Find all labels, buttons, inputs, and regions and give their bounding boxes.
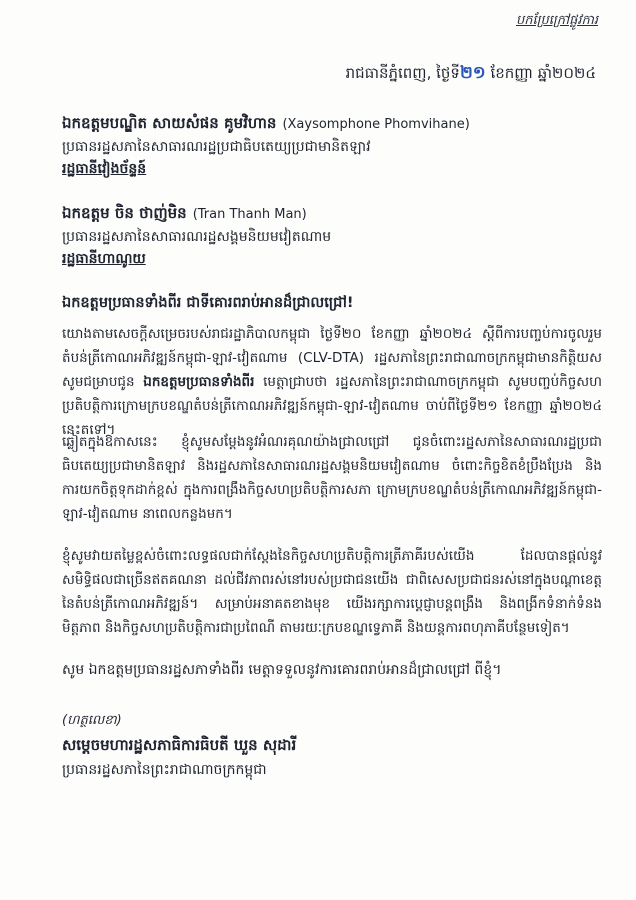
paragraph-1	[62, 322, 602, 442]
signatory-name: សម្តេចមហារដ្ឋសភាធិការធិបតី ឃួន សុដារី	[62, 736, 297, 754]
date-suffix: ខែកញ្ញា ឆ្នាំ២០២៤	[485, 64, 596, 82]
recipient-block-vietnam	[62, 202, 602, 270]
recipient-title: ប្រធានរដ្ឋសភានៃសាធារណរដ្ឋប្រជាធិបតេយ្យប្រជាមានិតឡាវ	[62, 139, 371, 155]
unofficial-translation-note: បកប្រែក្រៅផ្លូវការ	[515, 13, 598, 28]
recipient-name-latin: (Tran Thanh Man)	[192, 207, 307, 222]
recipient-name	[62, 112, 602, 136]
recipient-name-khmer: ឯកឧត្តម ចិន ថាញ់មិន	[62, 204, 187, 222]
paragraph-3: ខ្ញុំសូមវាយតម្លៃខ្ពស់ចំពោះលទ្ធផលជាក់ស្តែងនៃកិច្ចសហប្រតិបត្តិការត្រីភាគីរបស់យើង ដែលបានផ្តល់នូវសមិទ្ធិផលជាច្រើនឥតគណនា ដល់ជីវភាពរស់នៅរបស់ប្រជាជនយើង ជាពិសេសប្រជាជនរស់នៅក្នុងបណ្តាខេត្តនៃតំបន់ត្រីកោណអភិវឌ្ឍន៍។ សម្រាប់អនាគតខាងមុខ យើងរក្សាការប្តេជ្ញាបន្តពង្រឹង និងពង្រីកទំនាក់ទំនងមិត្តភាព និងកិច្ចសហប្រតិបត្តិការជាប្រពៃណី តាមរយៈក្របខណ្ឌទ្វេភាគី និងយន្តការពហុភាគីបន្ថែមទៀត។	[62, 548, 602, 636]
recipient-name-latin: (Xaysomphone Phomvihane)	[282, 117, 470, 132]
date-day-handwritten: ២១	[459, 63, 486, 83]
paragraph-2: ឆ្លៀតក្នុងឱកាសនេះ ខ្ញុំសូមសម្តែងនូវអំណរគុណយ៉ាងជ្រាលជ្រៅ ជូនចំពោះរដ្ឋសភានៃសាធារណរដ្ឋប្រជាធិបតេយ្យប្រជាមានិតឡាវ និងរដ្ឋសភានៃសាធារណរដ្ឋសង្គមនិយមវៀតណាម ចំពោះកិច្ចខិតខំប្រឹងប្រែង និងការយកចិត្តទុកដាក់ខ្ពស់ ក្នុងការពង្រឹងកិច្ចសហប្រតិបត្តិការសភា ក្រោមក្របខណ្ឌតំបន់ត្រីកោណអភិវឌ្ឍន៍កម្ពុជា-ឡាវ-វៀតណាម នាពេលកន្លងមក។	[62, 434, 602, 522]
recipient-name-khmer: ឯកឧត្តមបណ្ឌិត សាយសំផន គូមវិហាន	[62, 114, 277, 132]
date-line	[346, 62, 596, 87]
signature-note: (ហត្ថលេខា)	[62, 713, 122, 728]
recipient-block-laos	[62, 112, 602, 180]
recipient-city: រដ្ឋធានីហាណូយ	[62, 251, 146, 267]
date-prefix: រាជធានីភ្នំពេញ, ថ្ងៃទី	[345, 64, 460, 82]
recipient-title: ប្រធានរដ្ឋសភានៃសាធារណរដ្ឋសង្គមនិយមវៀតណាម	[62, 229, 332, 245]
salutation: ឯកឧត្តមប្រធានទាំងពីរ ជាទីគោរពរាប់អានដ៏ជ្រាលជ្រៅ!	[62, 295, 354, 311]
recipient-name	[62, 202, 602, 226]
paragraph-1-bold: ឯកឧត្តមប្រធានទាំងពីរ	[143, 374, 255, 390]
paragraph-1-text-b: មេត្តាជ្រាបថា រដ្ឋសភានៃព្រះរាជាណាចក្រកម្ពុជា សូមបញ្ចប់កិច្ចសហប្រតិបត្តិការក្រោមក្របខណ្ឌតំបន់ត្រីកោណអភិវឌ្ឍន៍កម្ពុជា-ឡាវ-វៀតណាម ចាប់ពីថ្ងៃទី២១ ខែកញ្ញា ឆ្នាំ២០២៤ នេះតទៅ។	[62, 374, 602, 438]
signatory-title: ប្រធានរដ្ឋសភានៃព្រះរាជាណាចក្រកម្ពុជា	[62, 762, 267, 778]
closing-line: សូម ឯកឧត្តមប្រធានរដ្ឋសភាទាំងពីរ មេត្តាទទួលនូវការគោរពរាប់អានដ៏ជ្រាលជ្រៅ ពីខ្ញុំ។	[62, 662, 502, 678]
paragraph-1-text-a: យោងតាមសេចក្តីសម្រេចរបស់រាជរដ្ឋាភិបាលកម្ពុជា ថ្ងៃទី២០ ខែកញ្ញា ឆ្នាំ២០២៤ ស្តីពីការបញ្ចប់ការចូលរួមតំបន់ត្រីកោណអភិវឌ្ឍន៍កម្ពុជា-ឡាវ-វៀតណាម (CLV-DTA) រដ្ឋសភានៃព្រះរាជាណាចក្រកម្ពុជាមានកិត្តិយសសូមជម្រាបជូន	[62, 326, 602, 390]
recipient-city: រដ្ឋធានីវៀងច័ន្ទន៍	[62, 161, 147, 177]
